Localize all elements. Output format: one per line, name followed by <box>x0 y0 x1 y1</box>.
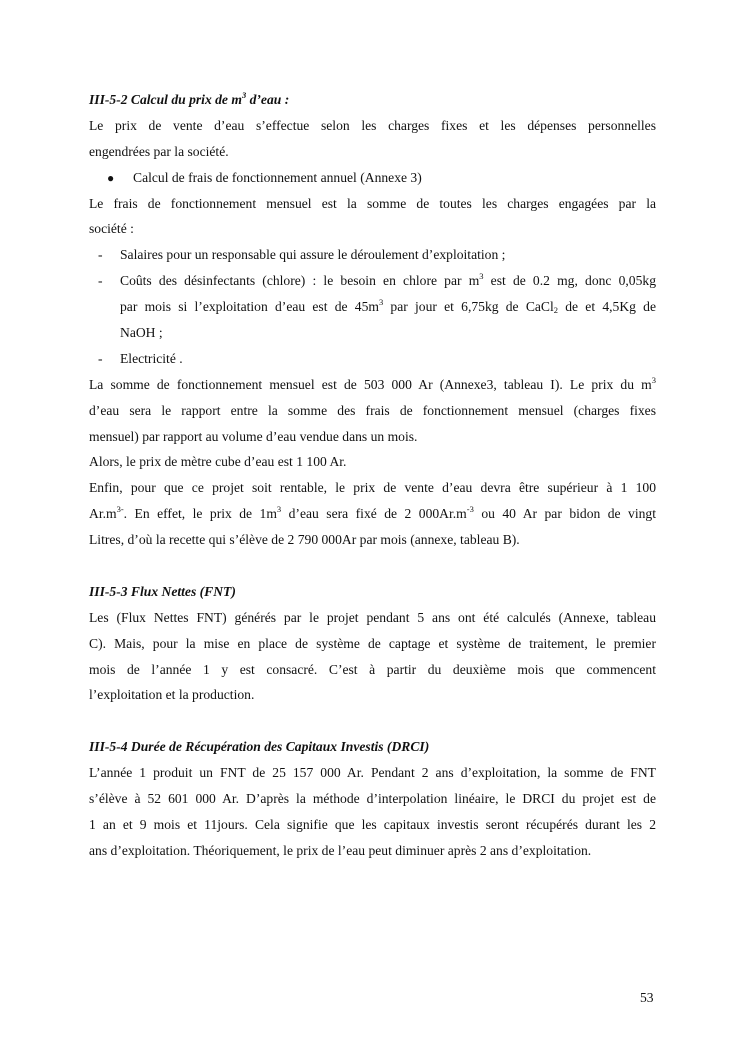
dash-item-continuation: par mois si l’exploitation d’eau est de $45m^3$ par jour et 6,75kg de CaCl$_2$ de et 4,5Kg de <box>120 297 656 316</box>
bullet-item: ● Calcul de frais de fonctionnement annuel (Annexe 3) <box>89 165 656 191</box>
dash-icon: - <box>98 247 103 263</box>
paragraph-line: l’exploitation et la production. <box>89 687 255 703</box>
paragraph-line: 1 an et 9 mois et 11jours. Cela signifie que les capitaux investis seront récupérés durant les 2 <box>89 816 656 832</box>
paragraph-line: Le frais de fonctionnement mensuel est la somme de toutes les charges engagées par la <box>89 195 656 211</box>
paragraph-line: L’année 1 produit un FNT de 25 157 000 Ar. Pendant 2 ans d’exploitation, la somme de FNT <box>89 765 656 781</box>
bullet-dot-icon: ● <box>107 170 115 185</box>
paragraph-line: s’élève à 52 601 000 Ar. D’après la méthode d’interpolation linéaire, le DRCI du projet est de <box>89 791 656 807</box>
paragraph-line: ans d’exploitation. Théoriquement, le prix de l’eau peut diminuer après 2 ans d’exploitation. <box>89 842 592 858</box>
paragraph-line: Le prix de vente d’eau s’effectue selon les charges fixes et les dépenses personnelles <box>89 117 656 133</box>
section-heading-5-4: III-5-4 Durée de Récupération des Capitaux Investis (DRCI) <box>89 739 430 755</box>
section-heading-5-2: III-5-2 Calcul du prix de $m^3$ d’eau : <box>89 90 290 107</box>
dash-icon: - <box>98 350 103 366</box>
paragraph-line: $Ar.m^{3-}$. En effet, le prix de $1m^3$ d’eau sera fixé de 2 $000Ar.m^{-3}$ ou 40 Ar par bidon de vingt <box>89 504 656 522</box>
page-number: 53 <box>640 990 654 1005</box>
paragraph-line: La somme de fonctionnement mensuel est de 503 000 Ar (Annexe3, tableau I). Le prix du $m^3$ <box>89 374 656 392</box>
paragraph-line: Alors, le prix de mètre cube d’eau est 1 100 Ar. <box>89 454 347 470</box>
paragraph-line: société : <box>89 221 134 237</box>
section-heading-5-3: III-5-3 Flux Nettes (FNT) <box>89 583 236 599</box>
paragraph-line: Les (Flux Nettes FNT) générés par le projet pendant 5 ans ont été calculés (Annexe, tableau <box>89 609 656 625</box>
dash-item: - Coûts des désinfectants (chlore) : le besoin en chlore par $m^3$ est de 0.2 mg, donc 0,05kg <box>89 268 656 294</box>
paragraph-line: engendrées par la société. <box>89 143 229 159</box>
paragraph-line: Enfin, pour que ce projet soit rentable, le prix de vente d’eau devra être supérieur à 1 100 <box>89 480 656 496</box>
spacer <box>89 708 656 734</box>
dash-item: - Electricité . <box>89 346 656 372</box>
spacer <box>89 553 656 579</box>
paragraph-line: Litres, d’où la recette qui s’élève de 2 790 000Ar par mois (annexe, tableau B). <box>89 532 520 548</box>
dash-icon: - <box>98 273 103 289</box>
paragraph-line: mois de l’année 1 y est consacré. C’est à partir du deuxième mois que commencent <box>89 661 656 677</box>
dash-item-continuation: NaOH ; <box>120 325 163 341</box>
paragraph-line: d’eau sera le rapport entre la somme des frais de fonctionnement mensuel (charges fixes <box>89 402 656 418</box>
dash-item: - Salaires pour un responsable qui assure le déroulement d’exploitation ; <box>89 242 656 268</box>
paragraph-line: mensuel) par rapport au volume d’eau vendue dans un mois. <box>89 428 418 444</box>
paragraph-line: C). Mais, pour la mise en place de système de captage et système de traitement, le premier <box>89 635 656 651</box>
document-page <box>89 87 656 864</box>
